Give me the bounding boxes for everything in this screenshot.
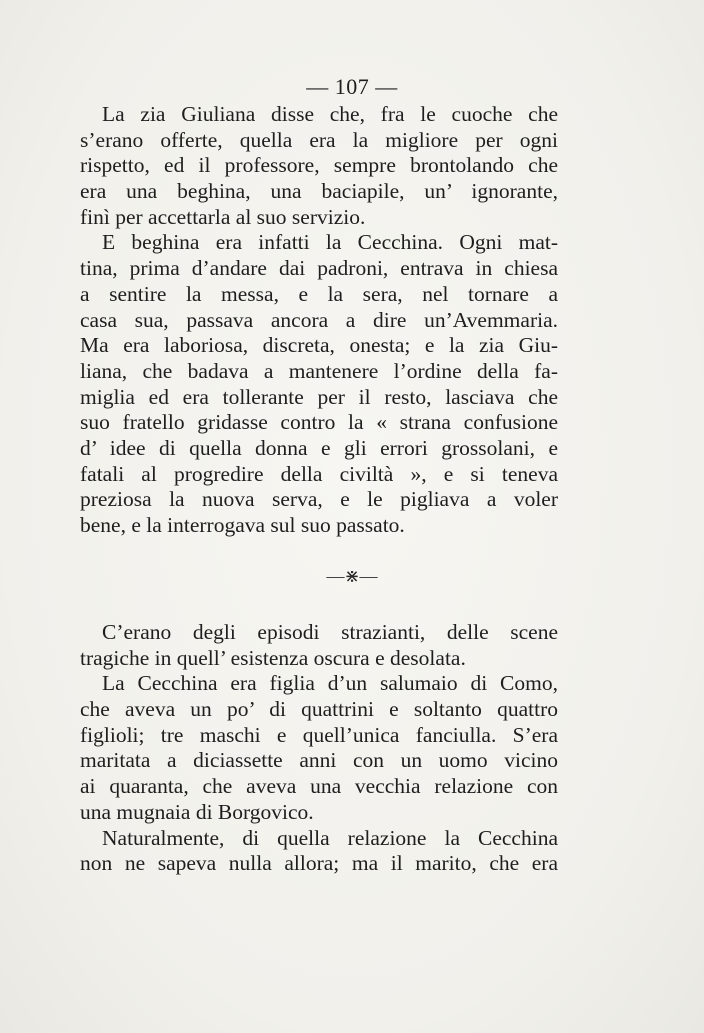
text-line: suo fratello gridasse contro la « strana confusione xyxy=(80,410,558,435)
text-line: tragiche in quell’ esistenza oscura e desolata. xyxy=(80,645,466,670)
text-line: una mugnaia di Borgovico. xyxy=(80,799,314,824)
text-section-1 xyxy=(80,102,558,539)
text-line: finì per accettarla al suo servizio. xyxy=(80,204,366,229)
text-line: C’erano degli episodi strazianti, delle scene xyxy=(102,620,558,644)
page-number: — 107 — xyxy=(306,74,398,99)
text-line: tina, prima d’andare dai padroni, entrava in chiesa xyxy=(80,256,558,281)
text-line: rispetto, ed il professore, sempre brontolando che xyxy=(80,153,558,178)
text-line: preziosa la nuova serva, e le pigliava a voler xyxy=(80,487,558,512)
text-line: che aveva un po’ di quattrini e soltanto quattro xyxy=(80,697,558,722)
text-line: a sentire la messa, e la sera, nel tornare a xyxy=(80,281,558,306)
section-separator: —⋇— xyxy=(326,566,378,586)
text-line: liana, che badava a mantenere l’ordine della fa- xyxy=(80,358,558,383)
text-line: d’ idee di quella donna e gli errori grossolani, e xyxy=(80,435,558,460)
text-line: ai quaranta, che aveva una vecchia relazione con xyxy=(80,774,558,799)
text-line: fatali al progredire della civiltà », e si teneva xyxy=(80,461,558,486)
text-section-2 xyxy=(80,620,558,877)
text-line: Ma era laboriosa, discreta, onesta; e la zia Giu- xyxy=(80,333,558,358)
text-line: La zia Giuliana disse che, fra le cuoche che xyxy=(102,102,558,126)
text-line: non ne sapeva nulla allora; ma il marito, che era xyxy=(80,851,558,876)
text-line: miglia ed era tollerante per il resto, lasciava che xyxy=(80,384,558,409)
text-line: maritata a diciassette anni con un uomo vicino xyxy=(80,748,558,773)
text-line: La Cecchina era figlia d’un salumaio di Como, xyxy=(102,671,558,696)
text-line: s’erano offerte, quella era la migliore per ogni xyxy=(80,127,558,152)
text-line: Naturalmente, di quella relazione la Cecchina xyxy=(102,825,558,850)
text-line: casa sua, passava ancora a dire un’Avemmaria. xyxy=(80,307,558,332)
text-line: era una beghina, una baciapile, un’ ignorante, xyxy=(80,179,558,204)
text-line: bene, e la interrogava sul suo passato. xyxy=(80,513,405,537)
text-line: figlioli; tre maschi e quell’unica fanciulla. S’era xyxy=(80,722,558,747)
text-line: E beghina era infatti la Cecchina. Ogni mat- xyxy=(102,230,558,255)
